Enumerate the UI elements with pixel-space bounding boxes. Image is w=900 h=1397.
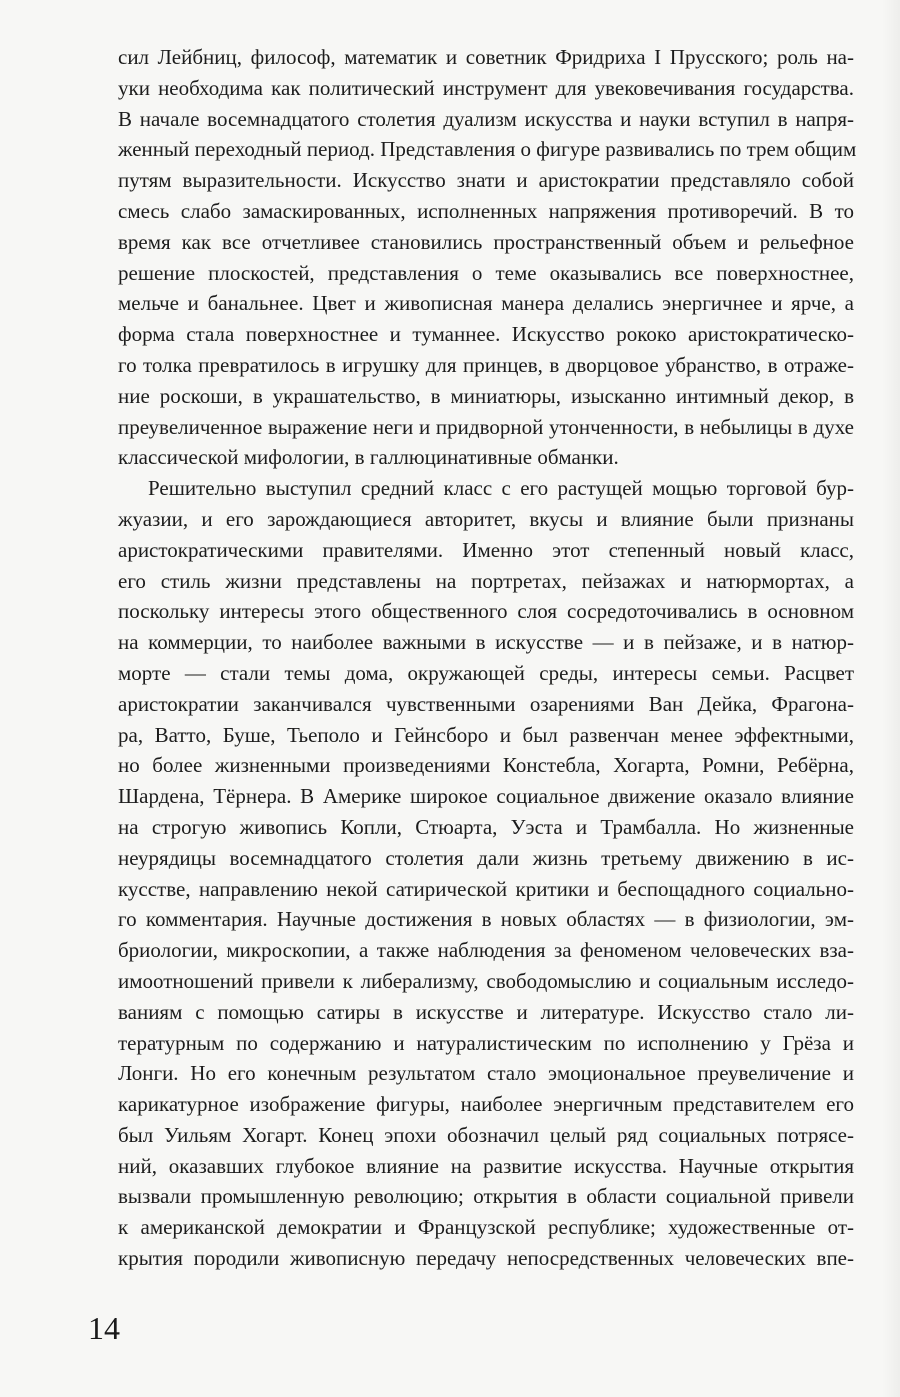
text-line: ний, оказавших глубокое влияние на развитие искусства. Научные открытия [118,1153,854,1178]
page-edge-shadow [882,0,900,1397]
text-line: уки необходима как политический инструмент для увековечивания государства. [118,75,854,100]
text-line: карикатурное изображение фигуры, наиболее энергичным представителем его [118,1092,854,1117]
text-line: морте — стали темы дома, окружающей среды, интересы семьи. Расцвет [118,660,854,685]
body-text [118,42,857,1274]
text-line: поскольку интересы этого общественного слоя сосредоточивались в основном [118,599,854,624]
text-line: ние роскоши, в украшательство, в миниатюры, изысканно интимный декор, в [118,383,854,408]
text-line: В начале восемнадцатого столетия дуализм искусства и науки вступил в напря- [118,106,854,131]
text-line: тературным по содержанию и натуралистическим по исполнению у Грёза и [118,1030,854,1055]
text-line: время как все отчетливее становились пространственный объем и рельефное [118,229,854,254]
text-line: кусстве, направлению некой сатирической критики и беспощадного социально- [118,876,854,901]
text-line: Лонги. Но его конечным результатом стало эмоциональное преувеличение и [118,1061,854,1086]
text-line: путям выразительности. Искусство знати и аристократии представляло собой [118,168,854,193]
text-line: форма стала поверхностнее и туманнее. Искусство рококо аристократическо- [118,322,854,347]
text-line: преувеличенное выражение неги и придворной утонченности, в небылицы в духе [118,414,854,439]
text-line: на строгую живопись Копли, Стюарта, Уэста и Трамбалла. Но жизненные [118,814,854,839]
text-line: го комментария. Научные достижения в новых областях — в физиологии, эм- [118,907,854,932]
text-line: имоотношений привели к либерализму, свободомыслию и социальным исследо- [118,968,854,993]
text-line: аристократии заканчивался чувственными озарениями Ван Дейка, Фрагона- [118,691,854,716]
text-line: го толка превратилось в игрушку для принцев, в дворцовое убранство, в отраже- [118,352,854,377]
text-line: аристократическими правителями. Именно этот степенный новый класс, [118,537,854,562]
text-line: классической мифологии, в галлюцинативные обманки. [118,445,619,470]
text-line: крытия породили живописную передачу непосредственных человеческих впе- [118,1246,854,1271]
text-line: был Уильям Хогарт. Конец эпохи обозначил целый ряд социальных потрясе- [118,1122,854,1147]
text-line: бриологии, микроскопии, а также наблюдения за феноменом человеческих вза- [118,938,854,963]
paragraph-first-line: Решительно выступил средний класс с его растущей мощью торговой бур- [148,476,854,501]
text-line: ра, Ватто, Буше, Тьеполо и Гейнсборо и был развенчан менее эффектными, [118,722,854,747]
text-line: но более жизненными произведениями Констебла, Хогарта, Ромни, Ребёрна, [118,753,854,778]
text-line: женный переходный период. Представления о фигуре развивались по трем общим [118,137,857,162]
text-line: его стиль жизни представлены на портретах, пейзажах и натюрмортах, а [118,568,854,593]
page-number: 14 [88,1310,120,1346]
text-line: вызвали промышленную революцию; открытия в области социальной привели [118,1184,854,1209]
text-line: ваниям с помощью сатиры в искусстве и литературе. Искусство стало ли- [118,999,854,1024]
text-line: к американской демократии и Французской республике; художественные от- [118,1215,854,1240]
text-line: неурядицы восемнадцатого столетия дали жизнь третьему движению в ис- [118,845,854,870]
text-line: на коммерции, то наиболее важными в искусстве — и в пейзаже, и в натюр- [118,630,854,655]
text-line: смесь слабо замаскированных, исполненных напряжения противоречий. В то [118,198,854,223]
text-line: сил Лейбниц, философ, математик и советник Фридриха I Прусского; роль на- [118,45,854,69]
text-line: Шардена, Тёрнера. В Америке широкое социальное движение оказало влияние [118,784,854,809]
text-line: мельче и банальнее. Цвет и живописная манера делались энергичнее и ярче, а [118,291,854,316]
text-line: решение плоскостей, представления о теме оказывались все поверхностнее, [118,260,854,285]
text-line: жуазии, и его зарождающиеся авторитет, вкусы и влияние были признаны [118,506,854,531]
